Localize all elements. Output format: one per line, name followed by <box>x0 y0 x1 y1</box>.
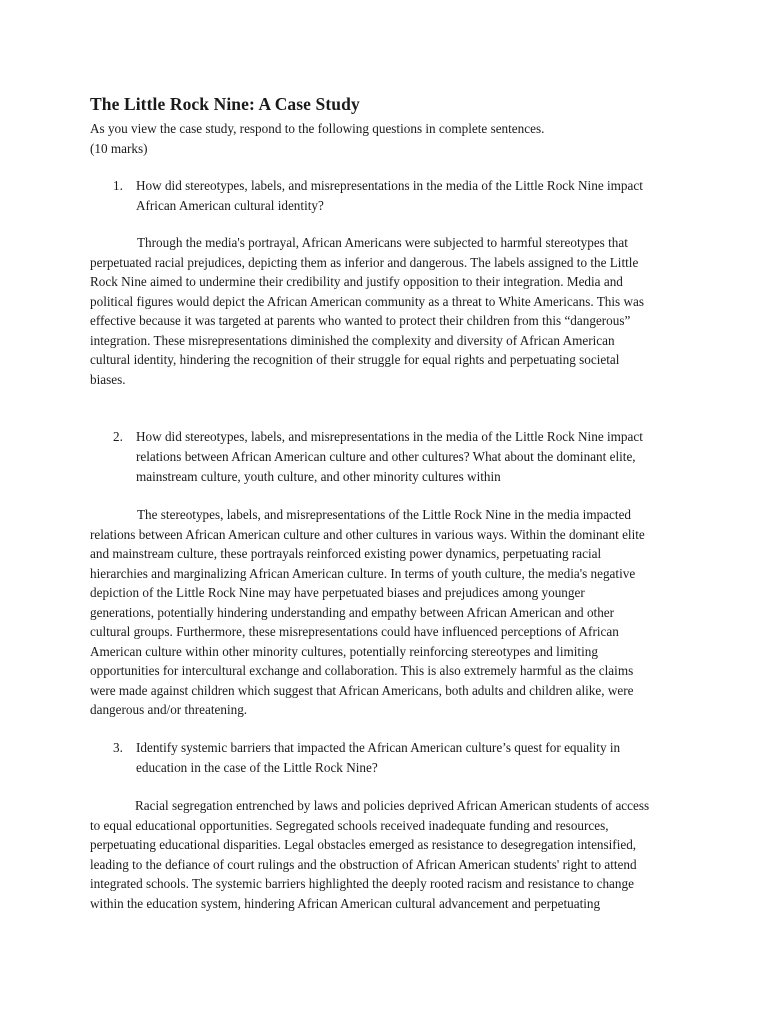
answer-line: perpetuating educational disparities. Legal obstacles emerged as resistance to desegregation intensified, <box>90 837 637 852</box>
question-number: 3. <box>113 740 123 755</box>
question-line: mainstream culture, youth culture, and other minority cultures within <box>136 469 501 484</box>
answer-line: The stereotypes, labels, and misrepresentations of the Little Rock Nine in the media impacted <box>137 507 632 522</box>
answer-line: integrated schools. The systemic barriers highlighted the deeply rooted racism and resistance to change <box>90 876 634 891</box>
answer-line: political figures would depict the African American community as a threat to White Americans. This was <box>90 293 644 309</box>
question-line: education in the case of the Little Rock Nine? <box>136 760 378 775</box>
question-line: Identify systemic barriers that impacted the African American culture’s quest for equality in <box>136 740 621 755</box>
question-line: African American cultural identity? <box>136 198 324 213</box>
question-line: How did stereotypes, labels, and misrepresentations in the media of the Little Rock Nine impact <box>136 429 643 444</box>
answer-line: perpetuated racial prejudices, depicting them as inferior and dangerous. The labels assigned to the Little <box>90 254 639 270</box>
answer-3 <box>90 796 670 913</box>
question-2 <box>113 427 673 487</box>
answer-line: cultural identity, hindering the recognition of their struggle for equal rights and perpetuating societal <box>90 352 620 367</box>
question-line: How did stereotypes, labels, and misrepresentations in the media of the Little Rock Nine impact <box>136 178 643 193</box>
instructions <box>90 119 690 158</box>
question-text <box>136 427 673 487</box>
answer-line: generations, potentially hindering understanding and empathy between African American and other <box>90 604 615 620</box>
answer-line: cultural groups. Furthermore, these misrepresentations could have influenced perceptions of African <box>90 624 619 639</box>
answer-line: to equal educational opportunities. Segregated schools received inadequate funding and resources, <box>90 817 609 833</box>
question-number: 2. <box>113 429 123 444</box>
question-3 <box>113 738 673 778</box>
answer-line: Through the media's portrayal, African Americans were subjected to harmful stereotypes that <box>137 235 628 250</box>
answer-line: integration. These misrepresentations diminished the complexity and diversity of African American <box>90 332 615 348</box>
question-line: relations between African American culture and other cultures? What about the dominant elite, <box>136 449 636 464</box>
question-1 <box>113 176 673 216</box>
question-text <box>136 176 673 216</box>
marks-line: (10 marks) <box>90 140 148 156</box>
answer-line: relations between African American culture and other cultures in various ways. Within the dominant elite <box>90 526 645 542</box>
answer-line: Racial segregation entrenched by laws and policies deprived African American students of access <box>135 798 650 813</box>
answer-line: within the education system, hindering African American cultural advancement and perpetuating <box>90 895 601 911</box>
answer-line: Rock Nine aimed to undermine their credibility and justify opposition to their integration. Media and <box>90 274 623 289</box>
instructions-line: As you view the case study, respond to the following questions in complete sentences. <box>90 121 545 136</box>
answer-line: American culture within other minority cultures, potentially reinforcing stereotypes and limiting <box>90 643 598 659</box>
answer-line: dangerous and/or threatening. <box>90 702 248 717</box>
answer-line: were made against children which suggest that African Americans, both adults and children alike, were <box>90 682 634 698</box>
answer-1 <box>90 233 670 389</box>
answer-line: opportunities for intercultural exchange and collaboration. This is also extremely harmful as the claims <box>90 663 634 678</box>
answer-line: leading to the defiance of court rulings and the obstruction of African American students' right to attend <box>90 856 637 872</box>
answer-line: hierarchies and marginalizing African American culture. In terms of youth culture, the media's negative <box>90 565 636 581</box>
answer-2 <box>90 505 670 720</box>
answer-line: and mainstream culture, these portrayals reinforced existing power dynamics, perpetuating racial <box>90 546 602 561</box>
question-text <box>136 738 673 778</box>
answer-line: effective because it was targeted at parents who wanted to protect their children from this “dangerous” <box>90 313 631 328</box>
question-number: 1. <box>113 178 123 193</box>
answer-line: biases. <box>90 371 126 387</box>
answer-line: depiction of the Little Rock Nine may have perpetuated biases and prejudices among younger <box>90 585 585 600</box>
document-title: The Little Rock Nine: A Case Study <box>90 94 360 114</box>
